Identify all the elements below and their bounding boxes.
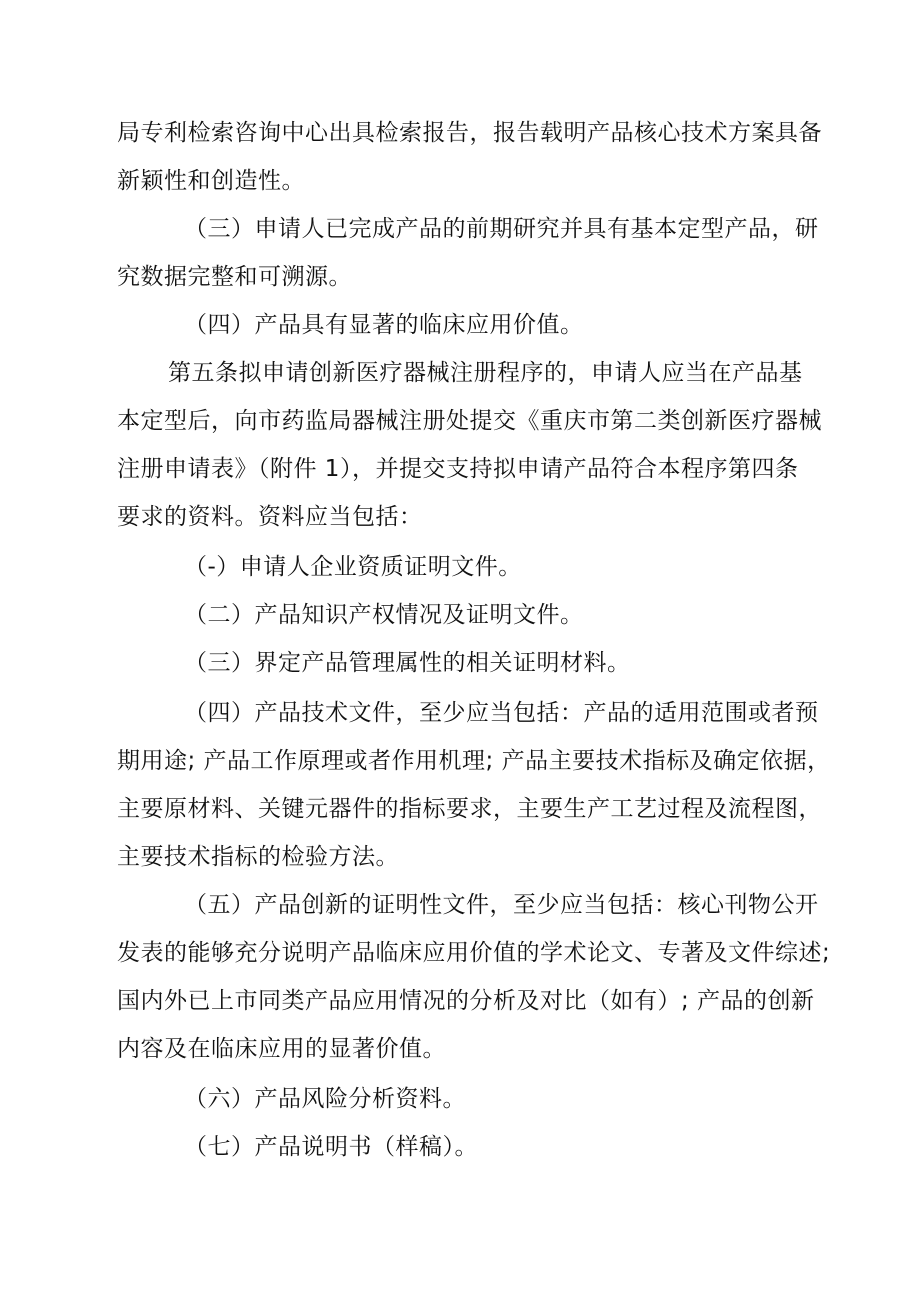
text-line: 内容及在临床应用的显著价值。 (117, 1036, 446, 1062)
text-line: （五）产品创新的证明性文件，至少应当包括：核心刊物公开 (184, 892, 819, 918)
text-line: 期用途; 产品工作原理或者作用机理; 产品主要技术指标及确定依据， (117, 748, 831, 774)
text-line: 新颖性和创造性。 (117, 168, 305, 194)
text-line: 主要原材料、关键元器件的指标要求，主要生产工艺过程及流程图， (117, 796, 822, 822)
text-line: （六）产品风险分析资料。 (184, 1086, 466, 1112)
text-line: （四）产品技术文件，至少应当包括：产品的适用范围或者预 (184, 700, 819, 726)
text-line: 要求的资料。资料应当包括： (117, 504, 423, 530)
text-line: 第五条拟申请创新医疗器械注册程序的，申请人应当在产品基 (168, 360, 803, 386)
text-line: （-）申请人企业资质证明文件。 (184, 554, 522, 580)
text-line: 发表的能够充分说明产品临床应用价值的学术论文、专著及文件综述; (117, 940, 831, 966)
text-line: （二）产品知识产权情况及证明文件。 (184, 602, 584, 628)
text-line: （三）申请人已完成产品的前期研究并具有基本定型产品，研 (184, 216, 819, 242)
text-line: 主要技术指标的检验方法。 (117, 844, 399, 870)
text-line: 注册申请表》（附件 1），并提交支持拟申请产品符合本程序第四条 (117, 456, 799, 482)
text-line: （四）产品具有显著的临床应用价值。 (184, 312, 584, 338)
text-line: （七）产品说明书（样稿）。 (184, 1134, 478, 1160)
text-line: 国内外已上市同类产品应用情况的分析及对比（如有）; 产品的创新 (117, 988, 815, 1014)
text-line: 究数据完整和可溯源。 (117, 264, 352, 290)
text-line: （三）界定产品管理属性的相关证明材料。 (184, 650, 631, 676)
text-line: 局专利检索咨询中心出具检索报告，报告载明产品核心技术方案具备 (117, 120, 822, 146)
text-line: 本定型后，向市药监局器械注册处提交《重庆市第二类创新医疗器械 (117, 408, 822, 434)
